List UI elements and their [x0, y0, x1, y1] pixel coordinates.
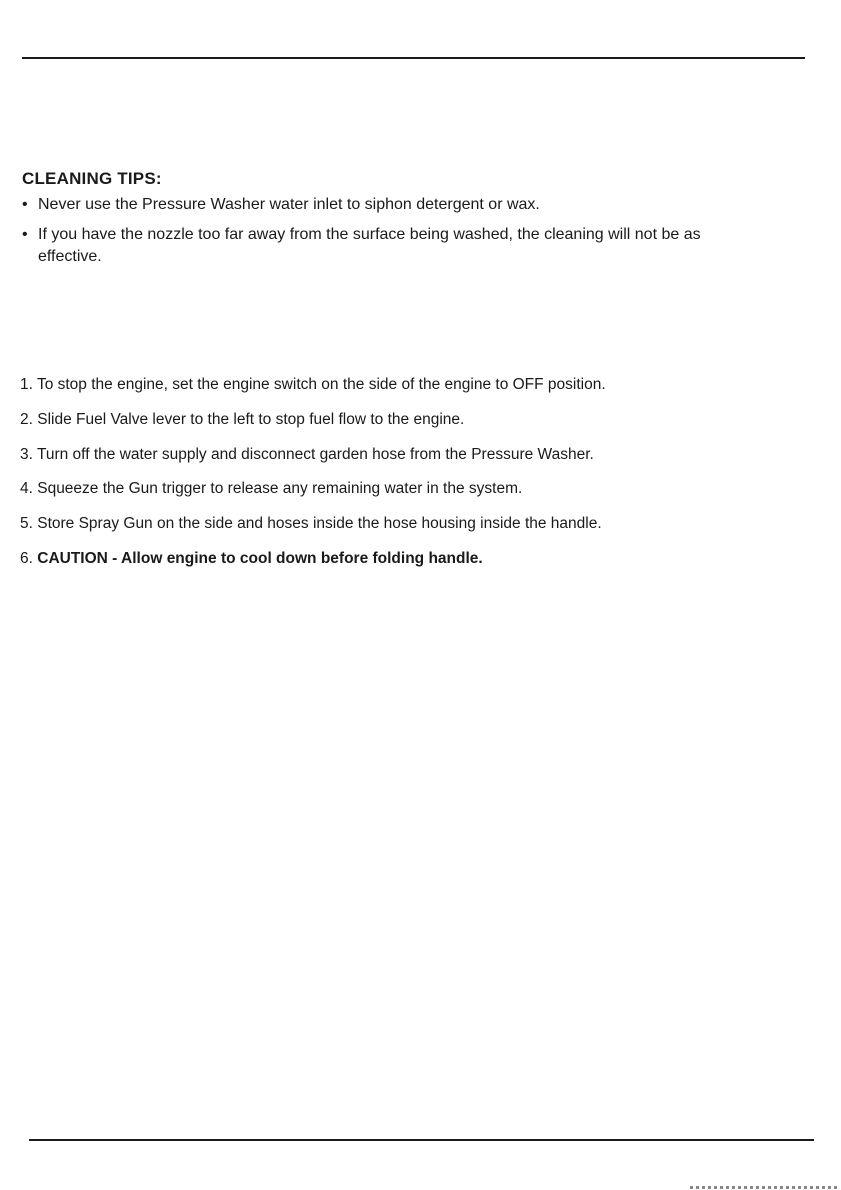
shutdown-steps-list: [20, 372, 780, 572]
shutdown-step: 3. Turn off the water supply and disconnect garden hose from the Pressure Washer.: [20, 445, 594, 463]
shutdown-step: 1. To stop the engine, set the engine switch on the side of the engine to OFF position.: [20, 376, 606, 393]
caution-text: CAUTION - Allow engine to cool down before folding handle.: [37, 549, 483, 567]
caution-step-number: 6.: [20, 549, 33, 567]
crop-marks: [690, 1186, 840, 1189]
shutdown-step: 5. Store Spray Gun on the side and hoses inside the hose housing inside the handle.: [20, 515, 602, 533]
shutdown-step: 2. Slide Fuel Valve lever to the left to stop fuel flow to the engine.: [20, 410, 465, 428]
cleaning-tips-list: [22, 194, 722, 268]
shutdown-step: 4. Squeeze the Gun trigger to release any remaining water in the system.: [20, 480, 523, 498]
bullet-icon: •: [22, 226, 28, 243]
cleaning-tips-section: [22, 168, 722, 276]
cleaning-tip-item: [22, 224, 722, 268]
top-divider: [22, 57, 805, 59]
bullet-icon: •: [22, 196, 28, 213]
cleaning-tip-text: Never use the Pressure Washer water inlet to siphon detergent or wax.: [38, 196, 540, 213]
caution-step: [20, 546, 780, 572]
bottom-divider: [29, 1139, 814, 1141]
shutdown-steps-section: [20, 372, 780, 581]
cleaning-tip-item: [22, 194, 722, 216]
cleaning-tip-text: If you have the nozzle too far away from the surface being washed, the cleaning will not be as effective.: [38, 226, 701, 265]
cleaning-tips-heading: CLEANING TIPS:: [22, 169, 162, 188]
